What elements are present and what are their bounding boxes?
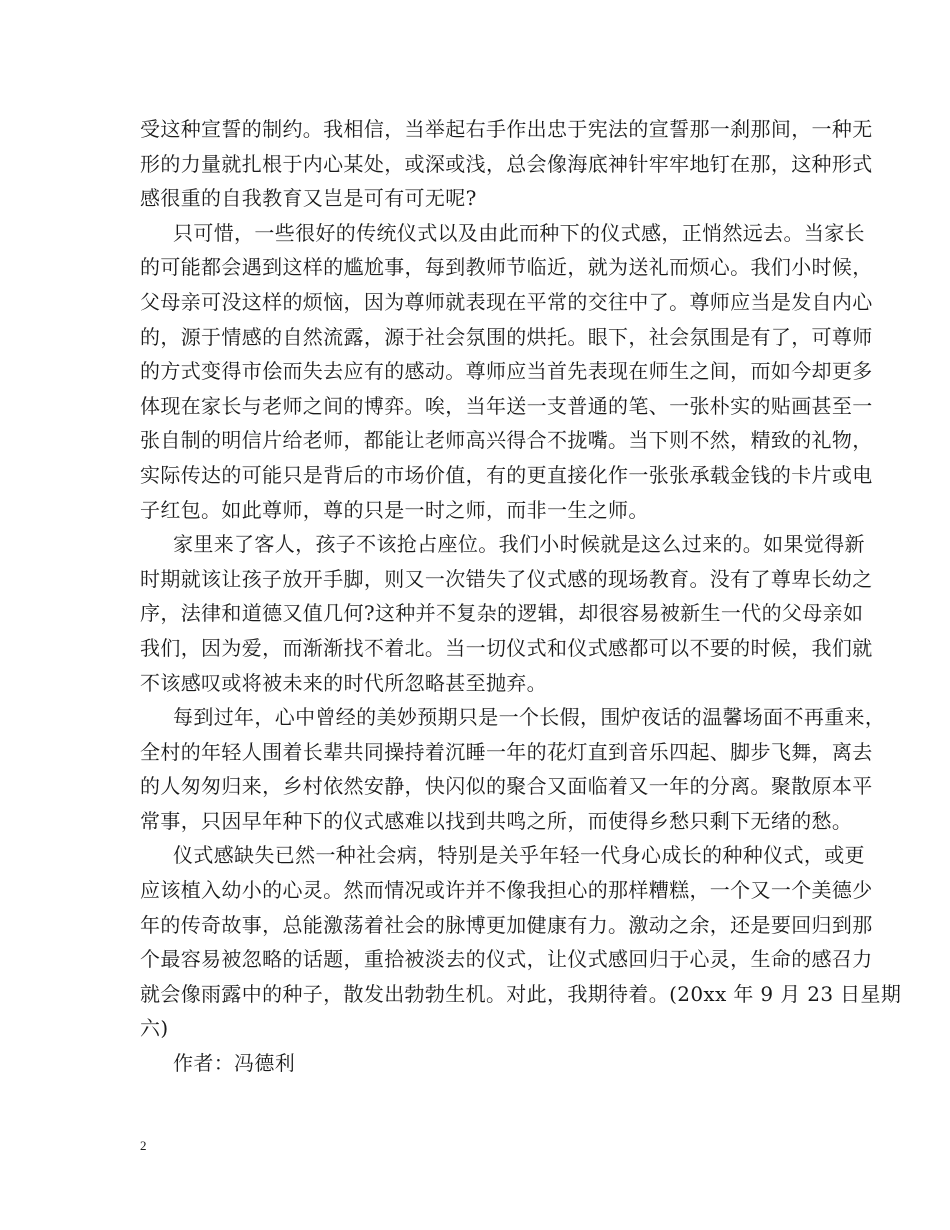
page-number: 2 [140,1138,147,1153]
text-line: 实际传达的可能只是背后的市场价值，有的更直接化作一张张承载金钱的卡片或电 [140,462,873,487]
text-line: 形的力量就扎根于内心某处，或深或浅，总会像海底神针牢牢地钉在那，这种形式 [140,151,873,176]
text-line: 全村的年轻人围着长辈共同操持着沉睡一年的花灯直到音乐四起、脚步飞舞，离去 [140,739,873,764]
text-line: 体现在家长与老师之间的博弈。唉，当年送一支普通的笔、一张朴实的贴画甚至一 [140,393,873,418]
text-line: 应该植入幼小的心灵。然而情况或许并不像我担心的那样糟糕，一个又一个美德少 [140,878,873,903]
text-line: 的方式变得市侩而失去应有的感动。尊师应当首先表现在师生之间，而如今却更多 [140,359,873,384]
text-line: 我们，因为爱，而渐渐找不着北。当一切仪式和仪式感都可以不要的时候，我们就 [140,635,873,660]
author-line: 作者：冯德利 [173,1051,296,1076]
paragraph-start-line: 每到过年，心中曾经的美妙预期只是一个长假，围炉夜话的温馨场面不再重来， [173,705,886,730]
text-line: 六) [140,1016,169,1041]
paragraph-start-line: 家里来了客人，孩子不该抢占座位。我们小时候就是这么过来的。如果觉得新 [173,532,865,557]
text-line: 就会像雨露中的种子，散发出勃勃生机。对此，我期待着。(20xx 年 9 月 23 日星期 [140,981,902,1006]
text-line: 不该感叹或将被未来的时代所忽略甚至抛弃。 [140,670,547,695]
text-line: 的，源于情感的自然流露，源于社会氛围的烘托。眼下，社会氛围是有了，可尊师 [140,324,873,349]
text-line: 感很重的自我教育又岂是可有可无呢? [140,186,477,211]
text-line: 序，法律和道德又值几何?这种并不复杂的逻辑，却很容易被新生一代的父母亲如 [140,601,864,626]
paragraph-start-line: 只可惜，一些很好的传统仪式以及由此而种下的仪式感，正悄然远去。当家长 [173,220,865,245]
paragraph-start-line: 仪式感缺失已然一种社会病，特别是关乎年轻一代身心成长的种种仪式，或更 [173,843,865,868]
text-line: 张自制的明信片给老师，都能让老师高兴得合不拢嘴。当下则不然，精致的礼物， [140,428,873,453]
text-line: 常事，只因早年种下的仪式感难以找到共鸣之所，而使得乡愁只剩下无绪的愁。 [140,808,853,833]
text-line: 年的传奇故事，总能激荡着社会的脉博更加健康有力。激动之余，还是要回归到那 [140,912,873,937]
text-line: 子红包。如此尊师，尊的只是一时之师，而非一生之师。 [140,497,649,522]
text-line: 时期就该让孩子放开手脚，则又一次错失了仪式感的现场教育。没有了尊卑长幼之 [140,566,873,591]
text-line: 的可能都会遇到这样的尴尬事，每到教师节临近，就为送礼而烦心。我们小时候， [140,255,873,280]
article-body [140,112,902,1081]
text-line: 父母亲可没这样的烦恼，因为尊师就表现在平常的交往中了。尊师应当是发自内心 [140,289,873,314]
text-line: 个最容易被忽略的话题，重拾被淡去的仪式，让仪式感回归于心灵，生命的感召力 [140,947,873,972]
text-line: 受这种宣誓的制约。我相信，当举起右手作出忠于宪法的宣誓那一刹那间，一种无 [140,117,873,141]
text-line: 的人匆匆归来，乡村依然安静，快闪似的聚合又面临着又一年的分离。聚散原本平 [140,774,873,799]
